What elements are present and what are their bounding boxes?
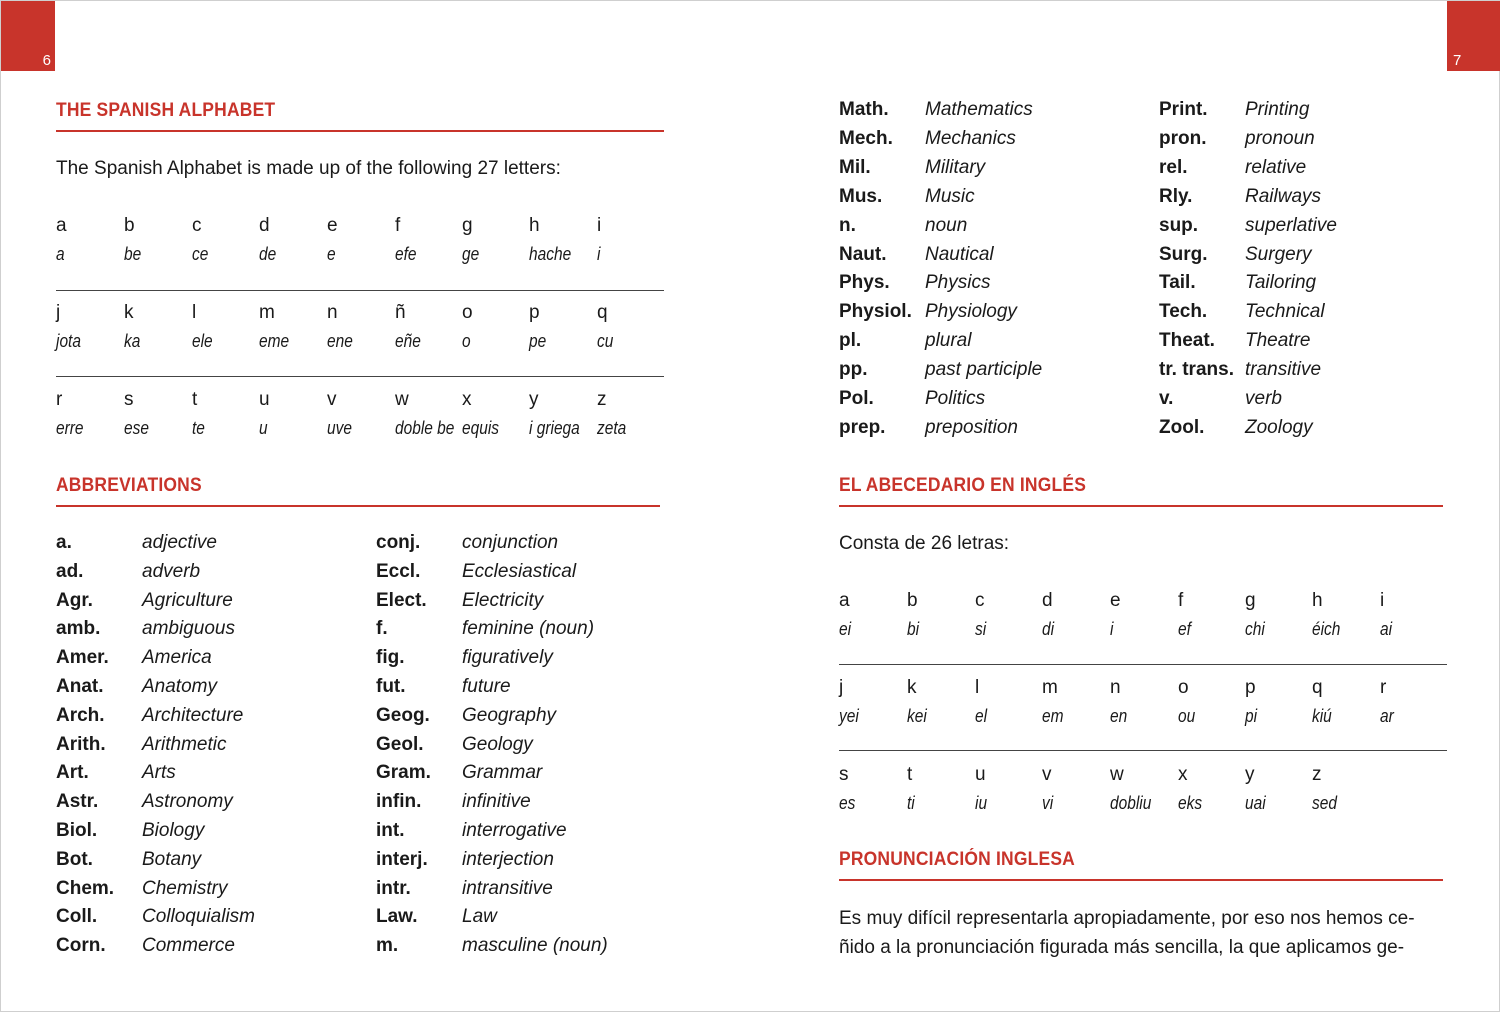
page-number-tab: [1447, 1, 1500, 71]
abbreviation: Geol.: [376, 733, 424, 755]
abbreviation: Zool.: [1159, 416, 1205, 438]
abbreviation: a.: [56, 532, 72, 553]
abbreviation-meaning: Railways: [1245, 185, 1322, 207]
letter-name: eks: [1178, 793, 1203, 813]
page-number: 7: [1453, 52, 1462, 69]
abbreviation-meaning: verb: [1245, 388, 1282, 409]
alphabet-intro: Consta de 26 letras:: [839, 533, 1010, 554]
abbreviation-meaning: superlative: [1245, 214, 1337, 236]
letter-name: eñe: [395, 331, 421, 351]
abbreviation: f.: [376, 618, 388, 640]
letter: r: [1380, 677, 1387, 698]
abbreviation-meaning: Ecclesiastical: [462, 560, 577, 582]
abbreviation: intr.: [376, 877, 411, 899]
abbreviation: Pol.: [839, 388, 874, 409]
page-number: 6: [42, 52, 51, 69]
letter-name: chi: [1245, 619, 1265, 639]
letter-name: te: [192, 418, 205, 438]
letter: s: [124, 389, 134, 410]
letter-name: vi: [1042, 793, 1054, 813]
abbreviation: conj.: [376, 532, 421, 553]
abbreviation: pron.: [1159, 127, 1207, 149]
page-number-tab: [1, 1, 55, 71]
letter: e: [327, 215, 338, 236]
abbreviation-meaning: Physiology: [925, 301, 1017, 323]
letter: x: [1178, 764, 1188, 785]
letter-name: ei: [839, 619, 852, 639]
section-heading-english-alphabet: EL ABECEDARIO EN INGLÉS: [839, 475, 1087, 496]
abbreviation: Math.: [839, 99, 889, 120]
abbreviation: Eccl.: [376, 560, 421, 582]
letter: b: [907, 590, 918, 611]
letter: y: [1245, 764, 1255, 785]
abbreviation-meaning: Technical: [1245, 301, 1325, 323]
abbreviation: Elect.: [376, 589, 427, 611]
abbreviation: Naut.: [839, 243, 887, 265]
letter: f: [395, 215, 401, 236]
abbreviation-meaning: masculine (noun): [462, 935, 608, 957]
letter-name: doble be: [395, 418, 455, 438]
letter-name: i: [597, 244, 601, 264]
letter-name: di: [1042, 619, 1055, 639]
letter: m: [259, 302, 275, 323]
abbreviation: Geog.: [376, 704, 430, 726]
letter-name: ar: [1380, 706, 1394, 726]
letter-name: eme: [259, 331, 290, 351]
abbreviation-meaning: Commerce: [142, 935, 235, 957]
letter: z: [1312, 764, 1322, 785]
letter-name: a: [56, 244, 65, 264]
abbreviation-meaning: Printing: [1245, 99, 1310, 120]
abbreviation: fut.: [376, 676, 406, 697]
letter-name: ele: [192, 331, 213, 351]
letter-name: jota: [56, 331, 81, 351]
pronunciation-paragraph: [839, 904, 1415, 962]
abbreviation-meaning: Mechanics: [925, 127, 1016, 149]
section-heading-spanish-alphabet: THE SPANISH ALPHABET: [56, 100, 276, 121]
letter: o: [462, 302, 473, 323]
letter: o: [1178, 677, 1189, 698]
abbreviation-meaning: past participle: [925, 359, 1043, 381]
abbreviation: infin.: [376, 791, 422, 813]
letter: i: [1380, 590, 1385, 611]
letter-name: zeta: [597, 418, 627, 438]
abbreviation: Amer.: [56, 647, 109, 669]
abbreviation: Art.: [56, 762, 89, 784]
abbreviation-meaning: Music: [925, 185, 975, 207]
abbreviation: Arith.: [56, 733, 106, 755]
abbreviation-meaning: intransitive: [462, 877, 553, 899]
letter: v: [327, 389, 337, 410]
abbreviation-meaning: feminine (noun): [462, 618, 595, 640]
abbreviation-meaning: Theatre: [1245, 330, 1311, 352]
letter-name: sed: [1312, 793, 1337, 813]
abbreviation-meaning: preposition: [925, 416, 1018, 438]
abbreviation: Law.: [376, 906, 418, 928]
abbreviation: Astr.: [56, 791, 99, 813]
letter: h: [529, 215, 540, 236]
letter: f: [1178, 590, 1184, 611]
letter-name: o: [462, 331, 471, 351]
abbreviation-meaning: Colloquialism: [142, 906, 255, 928]
letter-name: uve: [327, 418, 352, 438]
abbreviation: Theat.: [1159, 330, 1215, 352]
letter: j: [56, 302, 61, 323]
abbreviation-meaning: Architecture: [142, 704, 244, 726]
abbreviation: ad.: [56, 560, 84, 582]
letter-name: efe: [395, 244, 417, 264]
letter: d: [1042, 590, 1053, 611]
letter-name: be: [124, 244, 142, 264]
abbreviation: Rly.: [1159, 185, 1193, 207]
letter: a: [839, 590, 850, 611]
abbreviation-meaning: Chemistry: [142, 877, 228, 899]
abbreviation: int.: [376, 820, 405, 841]
abbreviation-meaning: infinitive: [462, 791, 531, 813]
paragraph-line: ñido a la pronunciación figurada más sencilla, la que aplicamos ge-: [839, 937, 1405, 958]
letter-name: em: [1042, 706, 1064, 726]
abbreviation-meaning: Surgery: [1245, 243, 1312, 265]
right-page: [751, 1, 1500, 1013]
letter: b: [124, 215, 135, 236]
letter-name: e: [327, 244, 336, 264]
abbreviation: Gram.: [376, 762, 431, 784]
abbreviation: Print.: [1159, 99, 1208, 120]
abbreviation: tr. trans.: [1159, 359, 1234, 381]
letter-name: uai: [1245, 793, 1266, 813]
letter: q: [597, 302, 608, 323]
letter-name: erre: [56, 418, 84, 438]
row-divider: [839, 664, 1447, 665]
abbreviation: m.: [376, 935, 399, 957]
abbreviation: Tail.: [1159, 272, 1196, 294]
letter: l: [192, 302, 197, 323]
abbreviation-meaning: Geology: [462, 733, 533, 755]
abbreviation-meaning: Arts: [142, 762, 176, 784]
abbreviation-meaning: Physics: [925, 272, 991, 294]
letter-name: ai: [1380, 619, 1393, 639]
letter-name: en: [1110, 706, 1128, 726]
letter: u: [259, 389, 270, 410]
abbreviation-meaning: figuratively: [462, 647, 553, 669]
abbreviation: Mus.: [839, 185, 883, 207]
letter-name: de: [259, 244, 277, 264]
letter: ñ: [395, 302, 406, 323]
abbreviation-meaning: transitive: [1245, 359, 1322, 381]
abbreviation: prep.: [839, 416, 886, 438]
letter: p: [1245, 677, 1256, 698]
abbreviation-meaning: noun: [925, 214, 968, 236]
letter-name: cu: [597, 331, 614, 351]
letter-name: i: [1110, 619, 1114, 639]
letter-name: pe: [529, 331, 547, 351]
alphabet-intro: The Spanish Alphabet is made up of the following 27 letters:: [56, 158, 561, 179]
abbreviation: sup.: [1159, 214, 1199, 236]
abbreviation-meaning: Grammar: [462, 762, 543, 784]
abbreviation-meaning: Anatomy: [142, 676, 217, 697]
abbreviation-meaning: Military: [925, 156, 986, 178]
letter: j: [839, 677, 844, 698]
letter: q: [1312, 677, 1323, 698]
letter: w: [395, 389, 409, 410]
letter-name: el: [975, 706, 988, 726]
abbreviation-meaning: Astronomy: [142, 791, 233, 813]
abbreviation-meaning: adverb: [142, 560, 201, 582]
abbreviation-meaning: Biology: [142, 820, 205, 841]
row-divider: [56, 376, 664, 377]
abbreviation: Mil.: [839, 156, 871, 178]
letter: g: [462, 215, 473, 236]
letter: x: [462, 389, 472, 410]
abbreviation: pp.: [839, 359, 868, 381]
letter: m: [1042, 677, 1058, 698]
letter-name: pi: [1245, 706, 1258, 726]
abbreviation: Tech.: [1159, 301, 1208, 323]
abbreviation-meaning: Electricity: [462, 589, 544, 611]
left-page: [1, 1, 751, 1013]
letter-name: ce: [192, 244, 209, 264]
letter-name: ef: [1178, 619, 1191, 639]
letter: k: [124, 302, 134, 323]
letter-name: ti: [907, 793, 915, 813]
abbreviation-meaning: ambiguous: [142, 618, 235, 640]
abbreviation: Bot.: [56, 848, 93, 870]
heading-rule: [56, 505, 660, 507]
section-heading-pronunciation: PRONUNCIACIÓN INGLESA: [839, 849, 1075, 870]
letter: t: [907, 764, 913, 785]
letter: y: [529, 389, 539, 410]
letter-name: equis: [462, 418, 500, 438]
letter-name: ou: [1178, 706, 1196, 726]
letter-name: kei: [907, 706, 927, 726]
abbreviation: rel.: [1159, 156, 1188, 178]
letter-name: kiú: [1312, 706, 1332, 726]
letter: p: [529, 302, 540, 323]
letter-name: ge: [462, 244, 480, 264]
letter: c: [192, 215, 202, 236]
abbreviation: Arch.: [56, 704, 105, 726]
abbreviation: fig.: [376, 647, 405, 669]
row-divider: [839, 750, 1447, 751]
abbreviation-meaning: interjection: [462, 848, 554, 870]
letter-name: si: [975, 619, 987, 639]
letter: v: [1042, 764, 1052, 785]
letter: z: [597, 389, 607, 410]
abbreviation-meaning: Botany: [142, 848, 202, 870]
abbreviation: v.: [1159, 388, 1174, 409]
abbreviation-meaning: interrogative: [462, 820, 567, 841]
letter-name: ene: [327, 331, 353, 351]
letter-name: ese: [124, 418, 149, 438]
letter: i: [597, 215, 602, 236]
section-heading-abbreviations: ABBREVIATIONS: [56, 475, 202, 496]
abbreviation: Biol.: [56, 820, 98, 841]
letter: w: [1110, 764, 1124, 785]
letter: u: [975, 764, 986, 785]
letter-name: es: [839, 793, 856, 813]
heading-rule: [839, 879, 1443, 881]
abbreviation-meaning: Agriculture: [142, 589, 233, 611]
letter: g: [1245, 590, 1256, 611]
letter-name: u: [259, 418, 268, 438]
abbreviation: Surg.: [1159, 243, 1208, 265]
letter: e: [1110, 590, 1121, 611]
abbreviation: Coll.: [56, 906, 98, 928]
abbreviation: Corn.: [56, 935, 106, 957]
abbreviation-meaning: Zoology: [1245, 416, 1313, 438]
abbreviation: n.: [839, 214, 856, 236]
abbreviation-meaning: Tailoring: [1245, 272, 1317, 294]
abbreviation-meaning: Nautical: [925, 243, 994, 265]
letter: n: [1110, 677, 1121, 698]
abbreviation: interj.: [376, 848, 428, 870]
letter: l: [975, 677, 980, 698]
abbreviation-meaning: relative: [1245, 156, 1307, 178]
letter: n: [327, 302, 338, 323]
letter: s: [839, 764, 849, 785]
abbreviation: Phys.: [839, 272, 890, 294]
abbreviation-meaning: Politics: [925, 388, 986, 409]
abbreviation: Mech.: [839, 127, 893, 149]
letter: a: [56, 215, 67, 236]
letter-name: dobliu: [1110, 793, 1152, 813]
abbreviation: pl.: [839, 330, 862, 352]
abbreviation-meaning: America: [142, 647, 212, 669]
paragraph-line: Es muy difícil representarla apropiadamente, por eso nos hemos ce-: [839, 908, 1415, 929]
abbreviation: Physiol.: [839, 301, 912, 323]
letter-name: i griega: [529, 418, 580, 438]
abbreviation-meaning: conjunction: [462, 532, 559, 553]
letter: t: [192, 389, 198, 410]
abbreviation-meaning: pronoun: [1245, 127, 1315, 149]
row-divider: [56, 290, 664, 291]
abbreviation: Chem.: [56, 877, 115, 899]
abbreviation-meaning: Geography: [462, 704, 557, 726]
letter: k: [907, 677, 917, 698]
abbreviation: Anat.: [56, 676, 104, 697]
letter-name: ka: [124, 331, 141, 351]
abbreviation-meaning: Mathematics: [925, 99, 1033, 120]
letter-name: bi: [907, 619, 920, 639]
letter-name: éich: [1312, 619, 1341, 639]
letter-name: yei: [839, 706, 859, 726]
abbreviation: Agr.: [56, 589, 93, 611]
abbreviation: amb.: [56, 618, 101, 640]
abbreviation-meaning: future: [462, 676, 511, 697]
letter: h: [1312, 590, 1323, 611]
letter: c: [975, 590, 985, 611]
heading-rule: [839, 505, 1443, 507]
abbreviation-meaning: plural: [925, 330, 972, 352]
letter-name: hache: [529, 244, 572, 264]
heading-rule: [56, 130, 664, 132]
letter: d: [259, 215, 270, 236]
letter: r: [56, 389, 63, 410]
abbreviation-meaning: Arithmetic: [142, 733, 227, 755]
abbreviation-meaning: Law: [462, 906, 497, 928]
letter-name: iu: [975, 793, 988, 813]
abbreviation-meaning: adjective: [142, 532, 217, 553]
